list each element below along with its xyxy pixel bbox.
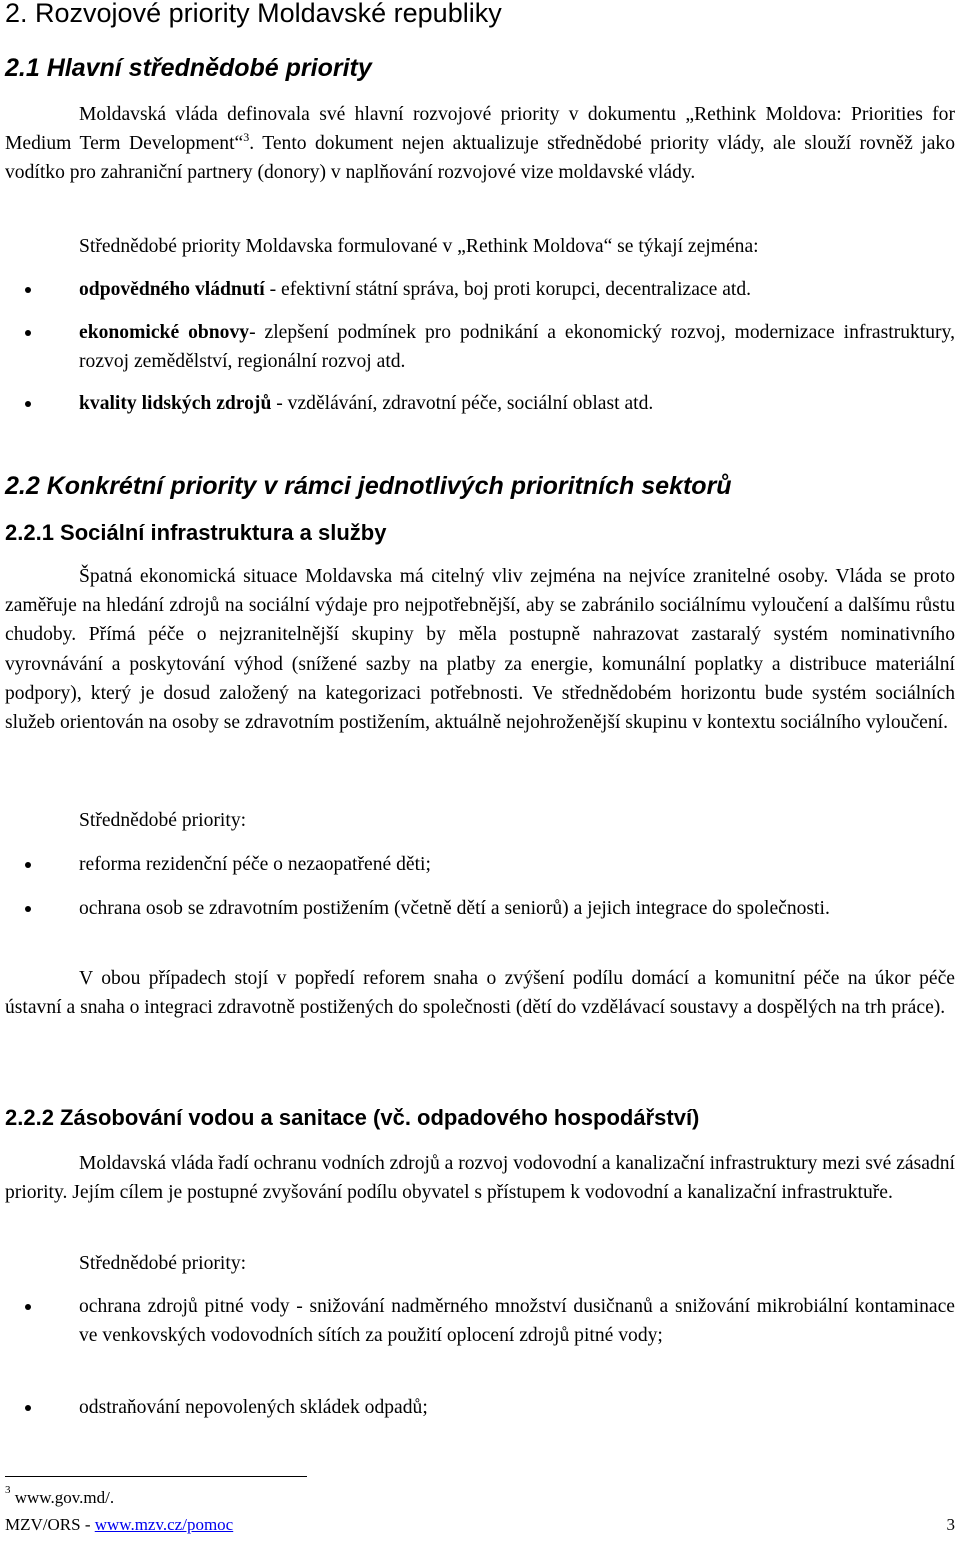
bullet-icon — [25, 287, 31, 293]
document-page — [5, 0, 955, 1541]
paragraph-midterm-label-2: Střednědobé priority: — [79, 1253, 247, 1274]
paragraph-rethink-intro: Moldavská vláda definovala své hlavní rozvojové priority v dokumentu „Rethink Moldova: Priorities for Medium Term Development“$^3$. Tento dokument nejen aktualizuje střednědobé priority vlády, ale slouží rovněž jako vodítko pro zahraniční partnery (donory) v naplňování rozvojové vize moldavské vlády. — [5, 104, 956, 184]
list-item-disability-protection: ochrana osob se zdravotním postižením (včetně dětí a seniorů) a jejich integrace do společnosti. — [79, 894, 955, 923]
paragraph-reform-focus: V obou případech stojí v popředí reforem snaha o zvýšení podílu domácí a komunitní péče na úkor péče ústavní a snaha o integraci zdravotně postižených do společnosti (dětí do vzdělávací soustavy a dospělých na trh práce). — [5, 968, 955, 1019]
list-item-human-resources: kvality lidských zdrojů - vzdělávání, zdravotní péče, sociální oblast atd. — [79, 389, 955, 418]
chapter-heading: 2. Rozvojové priority Moldavské republiky — [5, 0, 502, 28]
list-item-residential-care: reforma rezidenční péče o nezaopatřené děti; — [79, 850, 955, 879]
bullet-icon — [25, 906, 31, 912]
footnote: $^3$ www.gov.md/. — [5, 1484, 115, 1507]
page-footer: MZV/ORS - www.mzv.cz/pomoc 3 — [5, 1515, 955, 1534]
bullet-icon — [25, 330, 31, 336]
footnote-separator — [5, 1476, 307, 1477]
page-number: 3 — [946, 1515, 955, 1534]
list-item-water-protection: ochrana zdrojů pitné vody - snižování nadměrného množství dusičnanů a snižování mikrobiální kontaminace ve venkovských vodovodních sítích za použití oplocení zdrojů pitné vody; — [79, 1292, 955, 1350]
bullet-icon — [25, 1405, 31, 1411]
paragraph-social-situation: Špatná ekonomická situace Moldavska má citelný vliv zejména na nejvíce zranitelné osoby. Vláda se proto zaměřuje na hledání zdrojů na sociální výdaje pro nejpotřebnější, aby se zabránilo sociálnímu vyloučení a dalšímu růstu chudoby. Přímá péče o nejzranitelnější skupiny by měla postupně nahrazovat zastaralý systém nominativního vyrovnávání a poskytování výhod (snížené sazby na platby za energie, komunální poplatky a distribuce materiální podpory), který je dosud založený na kategorizaci potřebnosti. Ve střednědobém horizontu bude systém sociálních služeb orientován na osoby se zdravotním postižením, aktuálně nejohroženější skupinu v kontextu sociálního vyloučení. — [5, 566, 955, 734]
list-item-economy: ekonomické obnovy- zlepšení podmínek pro podnikání a ekonomický rozvoj, modernizace infrastruktury, rozvoj zemědělství, regionální rozvoj atd. — [79, 318, 955, 376]
section-heading-2-2-2: 2.2.2 Zásobování vodou a sanitace (vč. odpadového hospodářství) — [5, 1105, 700, 1130]
bullet-icon — [25, 862, 31, 868]
list-item-governance: odpovědného vládnutí - efektivní státní správa, boj proti korupci, decentralizace atd. — [79, 275, 955, 304]
footer-link[interactable]: www.mzv.cz/pomoc — [94, 1515, 234, 1534]
bullet-icon — [25, 401, 31, 407]
footnote-ref[interactable]: 3 — [243, 130, 250, 145]
bullet-icon — [25, 1304, 31, 1310]
section-heading-2-1: 2.1 Hlavní střednědobé priority — [5, 54, 372, 82]
section-heading-2-2-1: 2.2.1 Sociální infrastruktura a služby — [5, 520, 387, 545]
paragraph-water-priority: Moldavská vláda řadí ochranu vodních zdrojů a rozvoj vodovodní a kanalizační infrastruktury mezi své zásadní priority. Jejím cílem je postupné zvyšování podílu obyvatel s přístupem k vodovodní a kanalizační infrastruktuře. — [5, 1153, 955, 1204]
paragraph-midterm-label-1: Střednědobé priority: — [79, 810, 247, 831]
list-item-landfill-removal: odstraňování nepovolených skládek odpadů; — [79, 1393, 955, 1422]
section-heading-2-2: 2.2 Konkrétní priority v rámci jednotlivých prioritních sektorů — [5, 472, 732, 500]
paragraph-priorities-intro: Střednědobé priority Moldavska formulované v „Rethink Moldova“ se týkají zejména: — [79, 236, 759, 257]
